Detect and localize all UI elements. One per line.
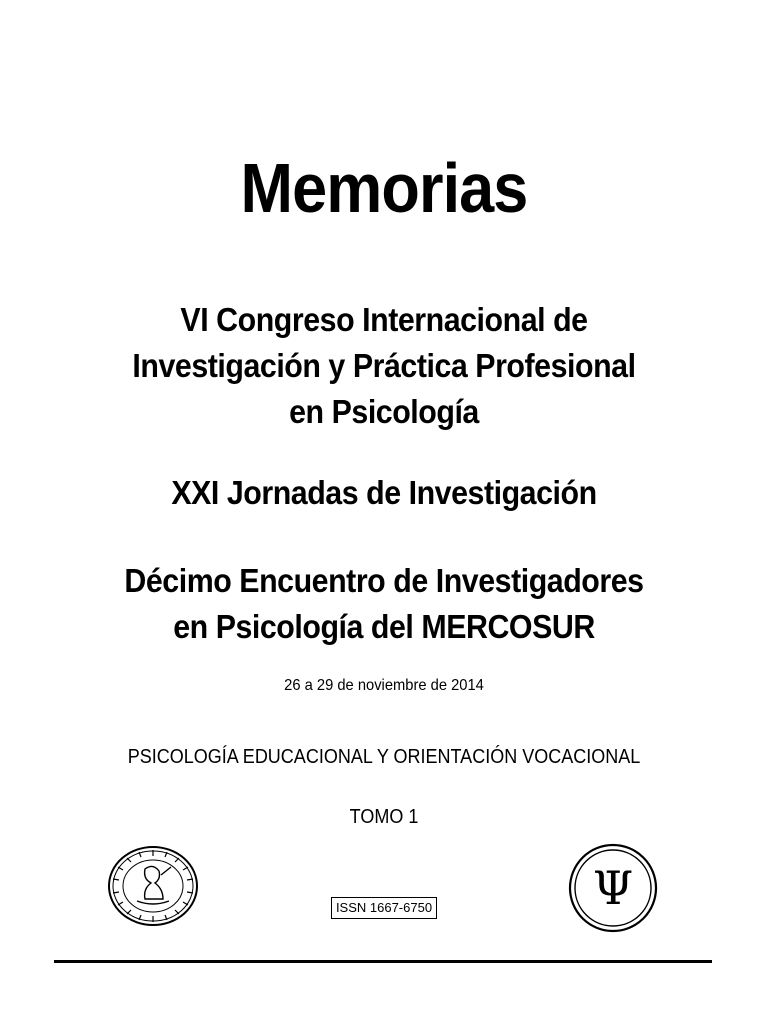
- issn-box: ISSN 1667-6750: [331, 897, 437, 919]
- volume-label: TOMO 1: [349, 806, 419, 828]
- subject-area: PSICOLOGÍA EDUCACIONAL Y ORIENTACIÓN VOCACIONAL: [127, 746, 641, 768]
- congress-line-3: en Psicología: [289, 393, 479, 430]
- congress-heading: [31, 297, 738, 435]
- page-title: Memorias: [240, 149, 528, 227]
- event-dates: 26 a 29 de noviembre de 2014: [284, 677, 484, 694]
- congress-line-2: Investigación y Práctica Profesional: [132, 347, 636, 384]
- university-seal-icon: [107, 845, 199, 927]
- encuentro-heading: [31, 558, 738, 650]
- bottom-rule: [54, 960, 712, 963]
- psi-glyph: Ψ: [592, 861, 634, 915]
- jornadas-line: XXI Jornadas de Investigación: [171, 474, 597, 511]
- congress-line-1: VI Congreso Internacional de: [180, 301, 588, 338]
- encuentro-line-1: Décimo Encuentro de Investigadores: [124, 562, 644, 599]
- encuentro-line-2: en Psicología del MERCOSUR: [173, 608, 595, 645]
- psi-logo-icon: [568, 843, 658, 933]
- jornadas-heading: [31, 470, 738, 516]
